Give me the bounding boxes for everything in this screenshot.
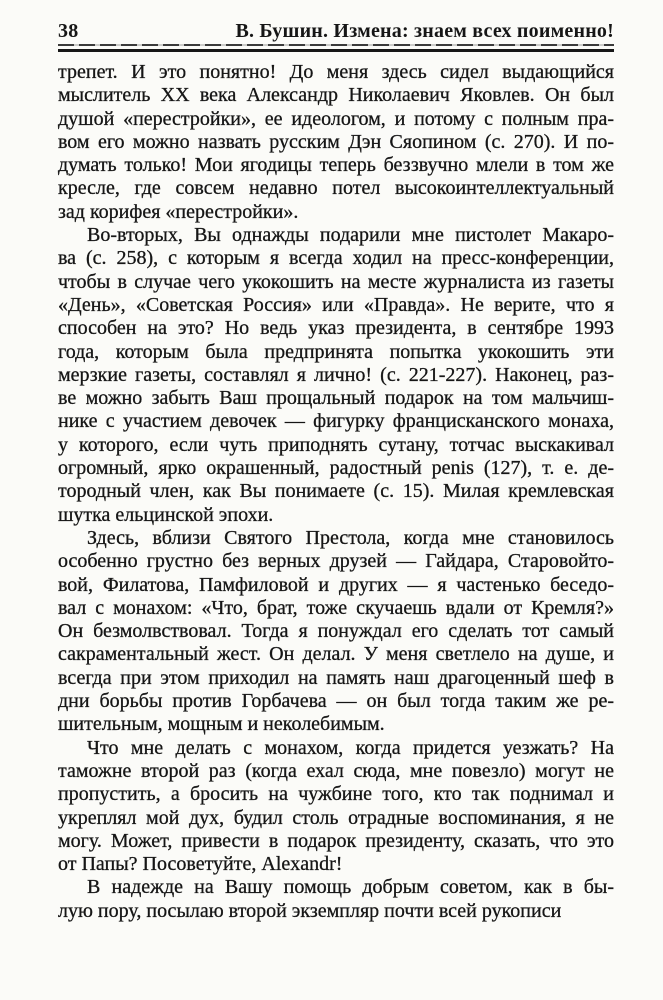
text-line: года, которым была предпринята попытка укокошить эти	[58, 340, 614, 363]
text-line: от Папы? Посоветуйте, Alexandr!	[58, 853, 343, 876]
text-line: вал с монахом: «Что, брат, тоже скучаешь вдали от Кремля?»	[58, 596, 614, 619]
page-text	[58, 61, 614, 923]
text-line: зад корифея «перестройки».	[58, 200, 299, 223]
text-line: пропустить, а бросить на чужбине того, кто так поднимал и	[58, 783, 614, 806]
text-line: вом его можно назвать русским Дэн Сяопином (с. 270). И по-	[58, 130, 614, 153]
text-line: Что мне делать с монахом, когда придется уезжать? На	[87, 736, 614, 759]
text-line: трепет. И это понятно! До меня здесь сидел выдающийся	[58, 61, 614, 83]
text-line: Во-вторых, Вы однажды подарили мне пистолет Макаро-	[87, 224, 614, 247]
text-line: огромный, ярко окрашенный, радостный penis (127), т. е. де-	[58, 457, 614, 480]
text-line: мерзкие газеты, составлял я лично! (с. 221-227). Наконец, раз-	[58, 363, 614, 386]
text-line: ве можно забыть Ваш прощальный подарок на том мальчиш-	[58, 387, 614, 410]
text-line: шутка ельцинской эпохи.	[58, 503, 274, 526]
text-line: Здесь, вблизи Святого Престола, когда мне становилось	[87, 526, 614, 549]
paragraph	[58, 527, 614, 737]
running-title: В. Бушин. Измена: знаем всех поименно!	[235, 20, 614, 42]
text-line: способен на это? Но ведь указ президента, в сентябре 1993	[58, 317, 614, 340]
text-line: особенно грустно без верных друзей — Гайдара, Старовойто-	[58, 550, 614, 573]
text-line: шительным, мощным и неколебимым.	[58, 713, 385, 736]
page-number: 38	[58, 20, 79, 42]
paragraph	[58, 224, 614, 527]
paragraph	[58, 876, 614, 923]
text-line: сакраментальный жест. Он делал. У меня светлело на душе, и	[58, 643, 614, 666]
text-line: В надежде на Вашу помощь добрым советом, как в бы-	[87, 876, 614, 899]
text-line: мыслитель XX века Александр Николаевич Яковлев. Он был	[58, 84, 614, 107]
text-line: всегда при этом приходил на память наш драгоценный шеф в	[58, 666, 614, 689]
text-line: душой «перестройки», ее идеологом, и потому с полным пра-	[58, 107, 614, 130]
text-line: кресле, где совсем недавно потел высокоинтеллектуальный	[58, 177, 614, 200]
paragraph	[58, 61, 614, 224]
text-line: у которого, если чуть приподнять сутану, тотчас выскакивал	[58, 433, 614, 456]
text-line: чтобы в случае чего укокошить на месте журналиста из газеты	[58, 270, 614, 293]
text-line: укреплял мой дух, будил столь отрадные воспоминания, я не	[58, 806, 614, 829]
page-header	[58, 20, 614, 42]
text-line: лую пору, посылаю второй экземпляр почти всей рукописи	[58, 899, 562, 922]
text-line: тородный член, как Вы понимаете (с. 15). Милая кремлевская	[58, 480, 614, 503]
text-line: дни борьбы против Горбачева — он был тогда таким же ре-	[58, 690, 614, 713]
text-line: вой, Филатова, Памфиловой и других — я частенько беседо-	[58, 573, 614, 596]
paragraph	[58, 737, 614, 877]
text-line: нике с участием девочек — фигурку францисканского монаха,	[58, 410, 614, 433]
text-line: думать только! Мои ягодицы теперь беззвучно млели в том же	[58, 154, 614, 177]
text-line: могу. Может, привести в подарок президенту, сказать, что это	[58, 829, 614, 852]
text-line: таможне второй раз (когда ехал сюда, мне повезло) могут не	[58, 759, 614, 782]
text-line: ва (с. 258), с которым я всегда ходил на пресс-конференции,	[58, 247, 614, 270]
header-rule-thin	[58, 44, 614, 46]
text-line: «День», «Советская Россия» или «Правда». Не верите, что я	[58, 293, 614, 316]
text-line: Он безмолвствовал. Тогда я понуждал его сделать тот самый	[58, 620, 614, 643]
header-rule-thick	[58, 49, 614, 52]
